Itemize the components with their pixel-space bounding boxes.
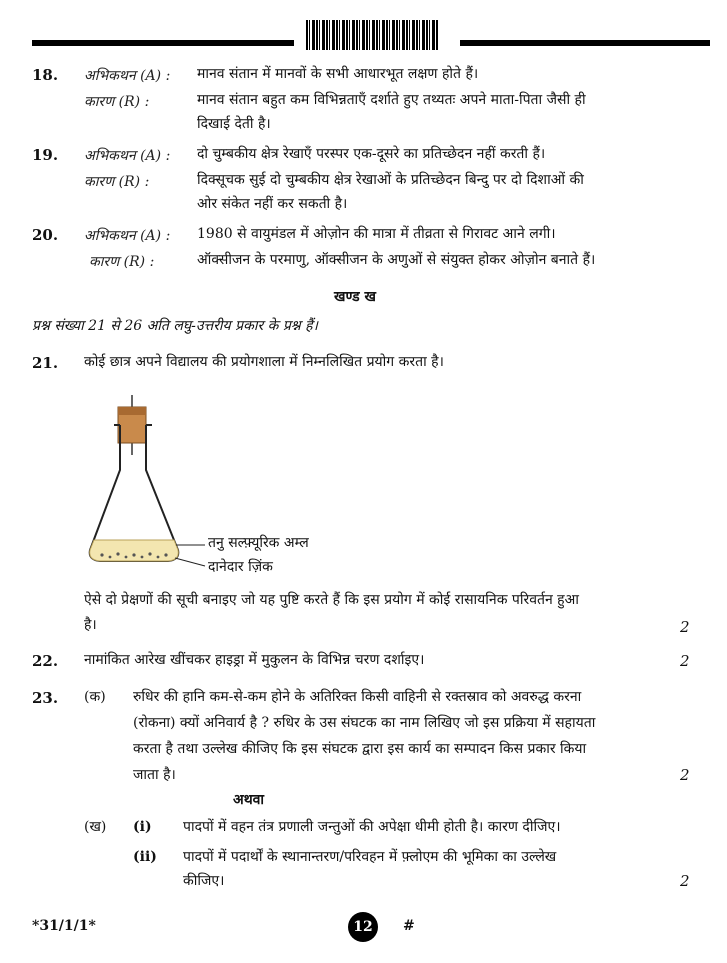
assertion-text: दो चुम्बकीय क्षेत्र रेखाएँ परस्पर एक-दूसरे का प्रतिच्छेदन नहीं करती हैं। bbox=[197, 146, 546, 162]
header-rule-left bbox=[32, 40, 294, 46]
assertion-text: 1980 से वायुमंडल में ओज़ोन की मात्रा में तीव्रता से गिरावट आने लगी। bbox=[197, 226, 556, 242]
paper-code: *31/1/1* bbox=[32, 918, 96, 934]
section-instruction: प्रश्न संख्या 21 से 26 अति लघु-उत्तरीय प्रकार के प्रश्न हैं। bbox=[32, 318, 318, 334]
question-number: 21. bbox=[32, 354, 59, 372]
reason-label: कारण (R) : bbox=[84, 94, 150, 110]
reason-text: ओर संकेत नहीं कर सकती है। bbox=[197, 196, 348, 212]
marks: 2 bbox=[680, 652, 690, 670]
marks: 2 bbox=[680, 766, 690, 784]
diagram-label-zinc: दानेदार ज़िंक bbox=[208, 559, 273, 575]
reason-label: कारण (R) : bbox=[89, 254, 155, 270]
part-label: (क) bbox=[84, 689, 106, 705]
question-text: जाता है। bbox=[133, 767, 176, 783]
question-text: है। bbox=[84, 617, 97, 633]
hash-mark: # bbox=[403, 918, 415, 934]
or-label: अथवा bbox=[233, 792, 265, 808]
question-number: 19. bbox=[32, 146, 59, 164]
assertion-label: अभिकथन (A) : bbox=[84, 228, 171, 244]
header-rule-right bbox=[460, 40, 710, 46]
assertion-label: अभिकथन (A) : bbox=[84, 68, 171, 84]
question-text: (रोकना) क्यों अनिवार्य है ? रुधिर के उस संघटक का नाम लिखिए जो इस प्रक्रिया में सहायता bbox=[133, 715, 596, 731]
diagram-label-acid: तनु सल्फ़्यूरिक अम्ल bbox=[208, 535, 309, 551]
sub-part-label: (i) bbox=[133, 819, 152, 835]
question-text: नामांकित आरेख खींचकर हाइड्रा में मुकुलन के विभिन्न चरण दर्शाइए। bbox=[84, 652, 425, 668]
barcode bbox=[306, 20, 438, 50]
part-label: (ख) bbox=[84, 819, 107, 835]
marks: 2 bbox=[680, 618, 690, 636]
section-title: खण्ड ख bbox=[334, 289, 376, 305]
assertion-text: मानव संतान में मानवों के सभी आधारभूत लक्षण होते हैं। bbox=[197, 66, 479, 82]
question-text: पादपों में पदार्थों के स्थानान्तरण/परिवहन में फ़्लोएम की भूमिका का उल्लेख bbox=[183, 849, 557, 865]
marks: 2 bbox=[680, 872, 690, 890]
assertion-label: अभिकथन (A) : bbox=[84, 148, 171, 164]
reason-text: ऑक्सीजन के परमाणु, ऑक्सीजन के अणुओं से संयुक्त होकर ओज़ोन बनाते हैं। bbox=[197, 252, 596, 268]
question-number: 22. bbox=[32, 652, 59, 670]
question-text: रुधिर की हानि कम-से-कम होने के अतिरिक्त किसी वाहिनी से रक्तस्राव को अवरुद्ध करना bbox=[133, 689, 582, 705]
question-text: पादपों में वहन तंत्र प्रणाली जन्तुओं की अपेक्षा धीमी होती है। कारण दीजिए। bbox=[183, 819, 561, 835]
reason-label: कारण (R) : bbox=[84, 174, 150, 190]
question-number: 23. bbox=[32, 689, 59, 707]
reason-text: मानव संतान बहुत कम विभिन्नताएँ दर्शाते हुए तथ्यतः अपने माता-पिता जैसी ही bbox=[197, 92, 586, 108]
reason-text: दिखाई देती है। bbox=[197, 116, 271, 132]
reason-text: दिक्सूचक सुई दो चुम्बकीय क्षेत्र रेखाओं के प्रतिच्छेदन बिन्दु पर दो दिशाओं की bbox=[197, 172, 584, 188]
question-number: 18. bbox=[32, 66, 59, 84]
question-number: 20. bbox=[32, 226, 59, 244]
question-text: ऐसे दो प्रेक्षणों की सूची बनाइए जो यह पुष्टि करते हैं कि इस प्रयोग में कोई रासायनिक परिवर्तन हुआ bbox=[84, 592, 579, 608]
sub-part-label: (ii) bbox=[133, 849, 157, 865]
question-text: कीजिए। bbox=[183, 873, 225, 889]
question-text: करता है तथा उल्लेख कीजिए कि इस संघटक द्वारा इस कार्य का सम्पादन किस प्रकार किया bbox=[133, 741, 587, 757]
question-text: कोई छात्र अपने विद्यालय की प्रयोगशाला में निम्नलिखित प्रयोग करता है। bbox=[84, 354, 444, 370]
page-number: 12 bbox=[348, 912, 378, 942]
